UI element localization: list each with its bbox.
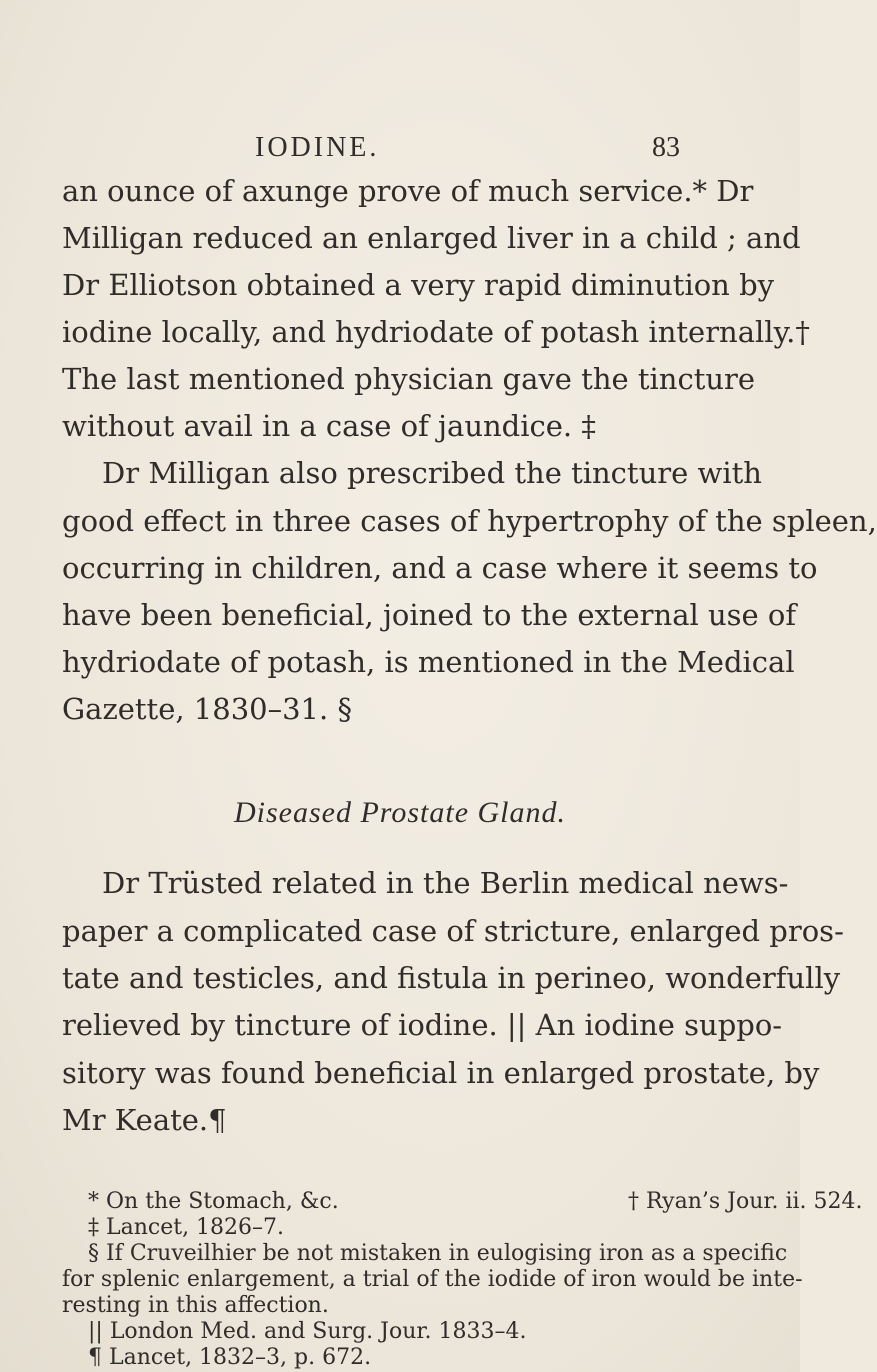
footnote-parallel: || London Med. and Surg. Jour. 1833–4. [88,1319,527,1344]
page-number: 83 [652,132,680,163]
text-line: occurring in children, and a case where it seems to [62,551,818,585]
text-line: tate and testicles, and fistula in perineo, wonderfully [62,961,841,995]
text-line: good effect in three cases of hypertrophy of the spleen, [62,504,877,538]
text-line: The last mentioned physician gave the tincture [62,362,756,396]
text-line: Dr Trüsted related in the Berlin medical news- [102,866,789,900]
page-header [0,92,800,163]
text-line: Milligan reduced an enlarged liver in a child ; and [62,221,801,255]
footnote-line [88,1188,863,1216]
footnote-double-dagger: ‡ Lancet, 1826–7. [88,1215,285,1240]
text-line: Dr Milligan also prescribed the tincture with [102,456,762,490]
section-heading: Diseased Prostate Gland. [233,796,567,829]
footnote-section-line: § If Cruveilhier be not mistaken in eulogising iron as a specific [88,1241,788,1266]
text-line: Dr Elliotson obtained a very rapid diminution by [62,268,775,302]
text-line: iodine locally, and hydriodate of potash internally.† [62,315,810,349]
footnote-star: * On the Stomach, &c. [88,1189,339,1214]
footnote-section-line: resting in this affection. [62,1293,329,1318]
text-line: relieved by tincture of iodine. || An iodine suppo- [62,1008,783,1042]
footnote-pilcrow: ¶ Lancet, 1832–3, p. 672. [88,1345,372,1370]
text-line: Gazette, 1830–31. § [62,692,352,726]
text-line: Mr Keate.¶ [62,1103,227,1137]
text-line: hydriodate of potash, is mentioned in the Medical [62,645,795,679]
text-line: an ounce of axunge prove of much service.* Dr [62,174,754,208]
text-line: have been beneficial, joined to the external use of [62,598,797,632]
text-line: without avail in a case of jaundice. ‡ [62,409,596,443]
footnote-dagger: † Ryan’s Jour. ii. 524. [628,1189,863,1214]
footnote-section-line: for splenic enlargement, a trial of the iodide of iron would be inte- [62,1267,803,1292]
running-title: IODINE. [255,132,380,163]
text-line: sitory was found beneficial in enlarged prostate, by [62,1056,820,1090]
text-line: paper a complicated case of stricture, enlarged pros- [62,914,844,948]
